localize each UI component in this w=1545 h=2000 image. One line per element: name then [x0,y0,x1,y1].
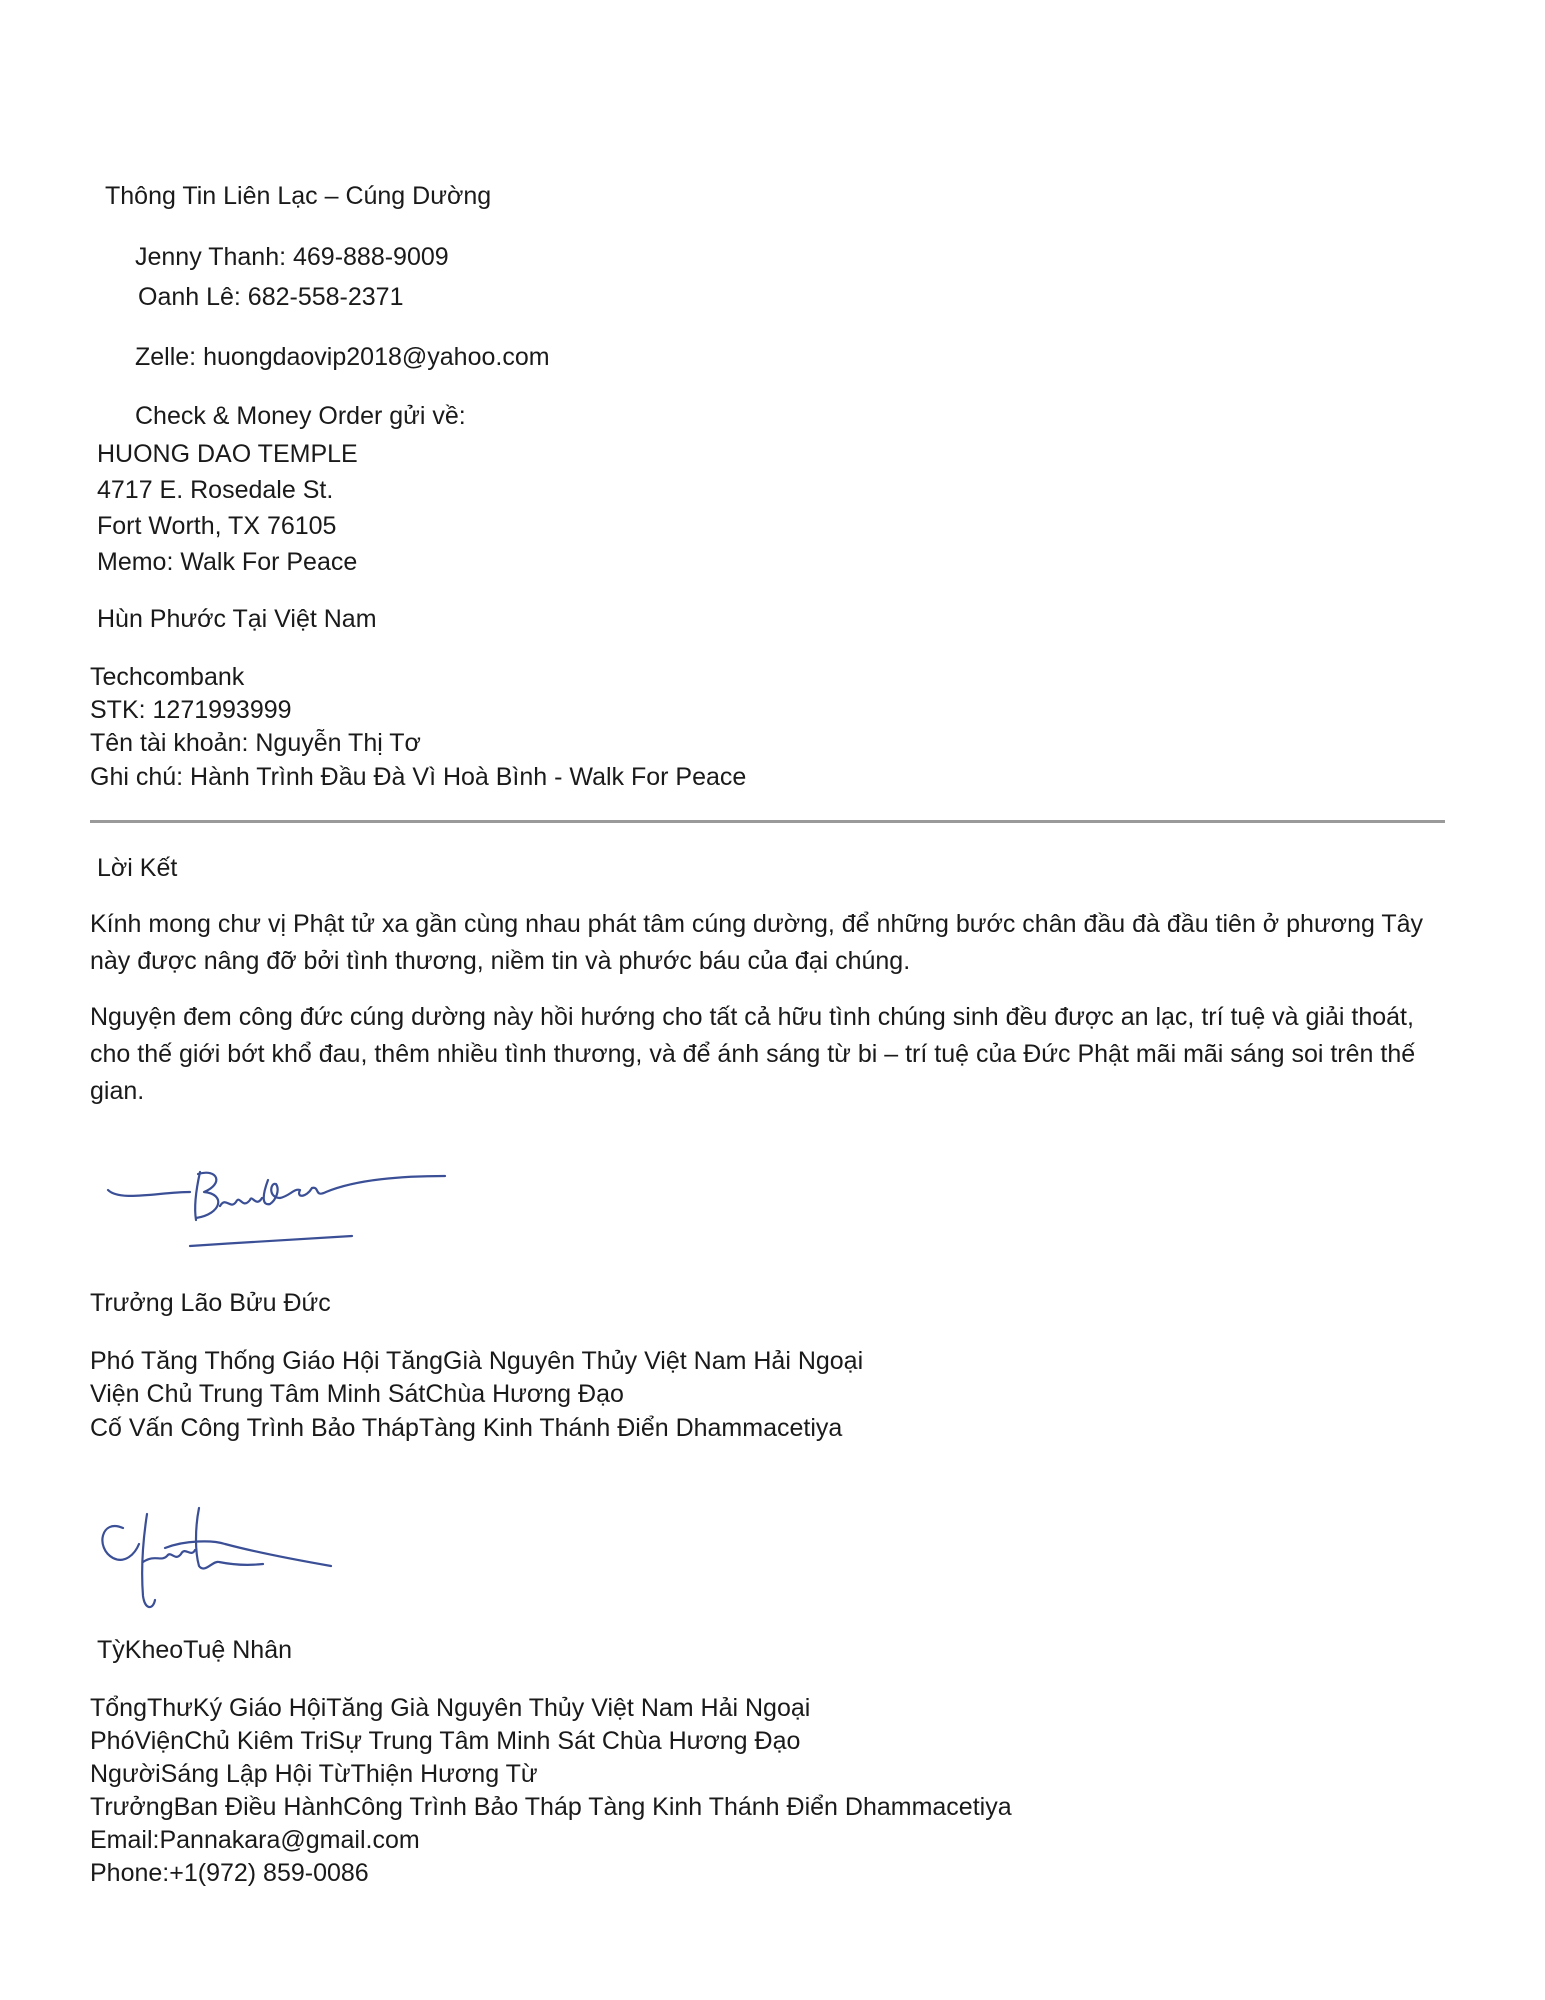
signatory-1-title-1: Phó Tăng Thống Giáo Hội TăngGià Nguyên Thủy Việt Nam Hải Ngoại [90,1347,864,1375]
zelle-info: Zelle: huongdaovip2018@yahoo.com [135,343,550,371]
closing-heading: Lời Kết [97,854,178,882]
account-number: STK: 1271993999 [90,696,292,724]
contact-heading: Thông Tin Liên Lạc – Cúng Dường [105,182,492,210]
account-name: Tên tài khoản: Nguyễn Thị Tơ [90,729,421,757]
address-memo: Memo: Walk For Peace [97,548,358,576]
address-name: HUONG DAO TEMPLE [97,440,358,468]
signatory-2-phone: Phone:+1(972) 859-0086 [90,1859,369,1887]
vietnam-heading: Hùn Phước Tại Việt Nam [97,605,377,633]
signatory-2-name: TỳKheoTuệ Nhân [97,1636,293,1664]
signatory-2-email: Email:Pannakara@gmail.com [90,1826,420,1854]
signatory-2-title-3: NgườiSáng Lập Hội TừThiện Hương Từ [90,1760,538,1788]
closing-paragraph-2: Nguyện đem công đức cúng dường này hồi hướng cho tất cả hữu tình chúng sinh đều được an lạc, trí tuệ và giải thoát, cho thế giới bớt khổ đau, thêm nhiều tình thương, và để ánh sáng từ bi – trí tuệ của Đức Phật mãi mãi sáng soi trên thế gian. [90,1003,1416,1105]
signatory-1-title-3: Cố Vấn Công Trình Bảo ThápTàng Kinh Thánh Điển Dhammacetiya [90,1414,843,1442]
address-street: 4717 E. Rosedale St. [97,476,334,504]
signature-buu-duc [100,1150,460,1260]
signatory-2-title-4: TrưởngBan Điều HànhCông Trình Bảo Tháp Tàng Kinh Thánh Điển Dhammacetiya [90,1793,1012,1821]
signatory-1-name: Trưởng Lão Bửu Đức [90,1289,331,1317]
signature-tue-nhan [95,1500,345,1620]
contact-phone-oanh: Oanh Lê: 682-558-2371 [138,283,404,311]
bank-name: Techcombank [90,663,245,691]
transfer-note: Ghi chú: Hành Trình Đầu Đà Vì Hoà Bình - Walk For Peace [90,763,747,791]
closing-paragraph-1: Kính mong chư vị Phật tử xa gần cùng nhau phát tâm cúng dường, để những bước chân đầu đà đầu tiên ở phương Tây này được nâng đỡ bởi tình thương, niềm tin và phước báu của đại chúng. [90,910,1424,975]
contact-phone-jenny: Jenny Thanh: 469-888-9009 [135,243,449,271]
check-label: Check & Money Order gửi về: [135,402,466,430]
signatory-2-title-2: PhóViệnChủ Kiêm TriSự Trung Tâm Minh Sát Chùa Hương Đạo [90,1727,801,1755]
address-city: Fort Worth, TX 76105 [97,512,337,540]
signatory-2-title-1: TổngThưKý Giáo HộiTăng Già Nguyên Thủy Việt Nam Hải Ngoại [90,1694,811,1722]
signatory-1-title-2: Viện Chủ Trung Tâm Minh SátChùa Hương Đạo [90,1380,624,1408]
section-divider [90,820,1445,823]
